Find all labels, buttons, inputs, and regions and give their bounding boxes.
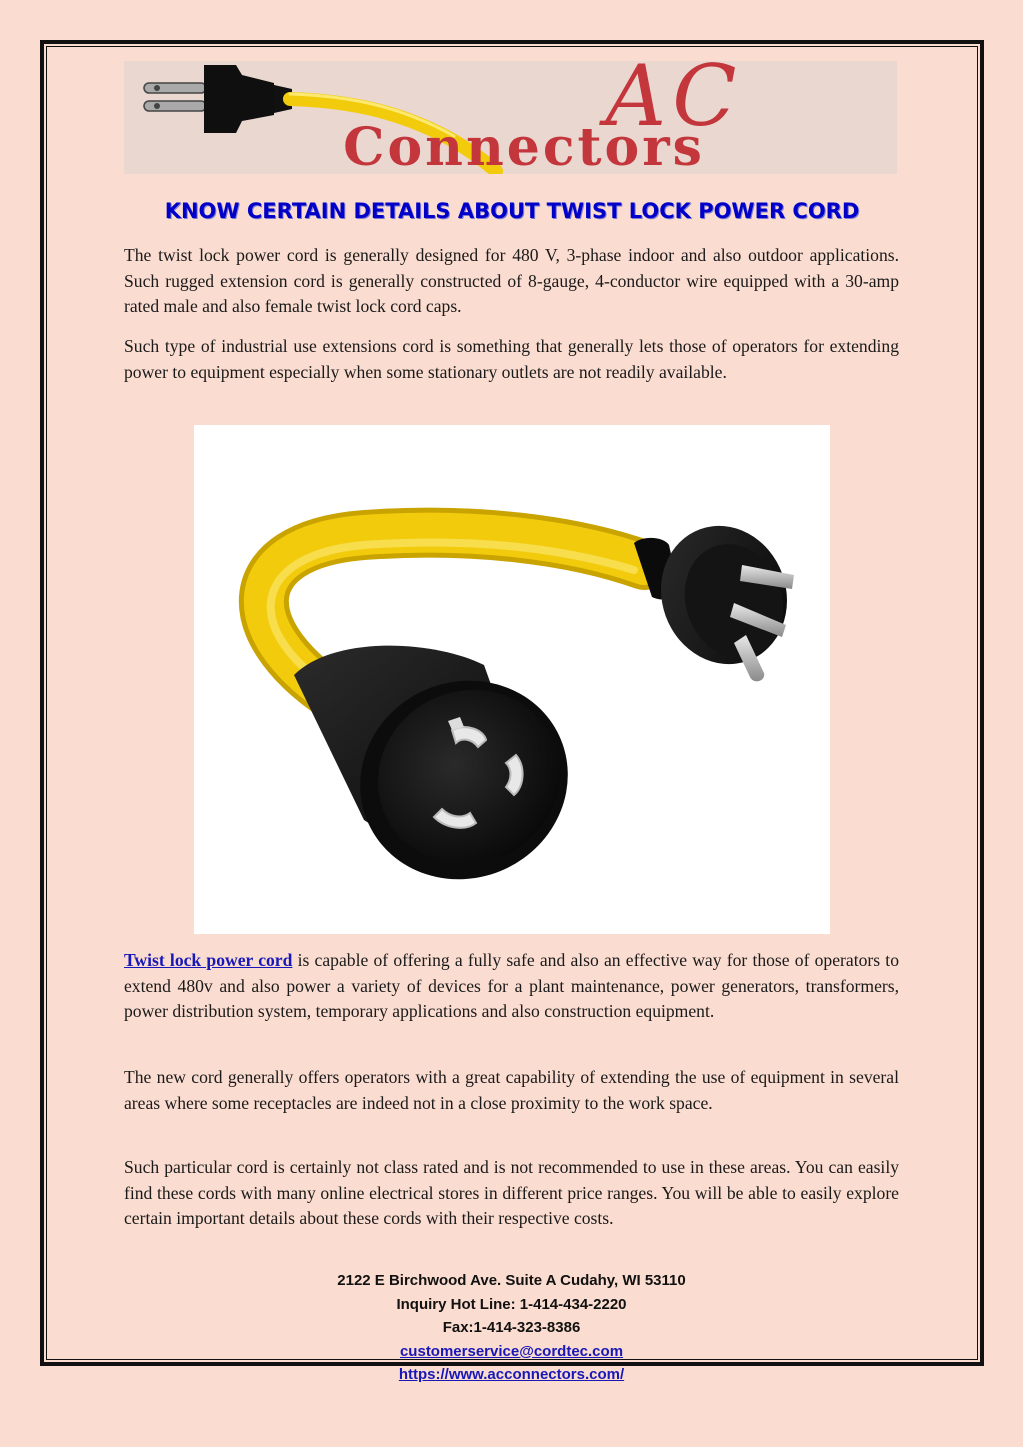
paragraph-4: The new cord generally offers operators with a great capability of extending the use of equipment in several areas where some receptacles are indeed not in a close proximity to the work space.: [124, 1067, 899, 1113]
twist-lock-power-cord-link[interactable]: Twist lock power cord: [124, 950, 293, 970]
footer-hotline: Inquiry Hot Line: 1-414-434-2220: [396, 1295, 627, 1313]
paragraph-5: Such particular cord is certainly not class rated and is not recommended to use in these areas. You can easily find these cords with many online electrical stores in different price ranges. You will be able to easily explore certain important details about these cords with their respective costs.: [124, 1157, 899, 1229]
footer-fax: Fax:1-414-323-8386: [442, 1319, 581, 1336]
paragraph-1: The twist lock power cord is generally designed for 480 V, 3-phase indoor and also outdoor applications. Such rugged extension cord is generally constructed of 8-gauge, 4-conductor wire equipped with a 30-amp rated male and also female twist lock cord caps.: [124, 245, 899, 317]
logo-text-ac: AC: [605, 47, 743, 145]
twist-lock-cord-illustration: [194, 425, 830, 934]
logo-text-connectors: Connectors: [343, 117, 705, 178]
ac-connectors-logo: [124, 47, 897, 178]
paragraph-3-text: is capable of offering a fully safe and also an effective way for those of operators to extend 480v and also power a variety of devices for a plant maintenance, power generators, transformers, power distribution system, temporary applications and also construction equipment.: [124, 950, 899, 1022]
footer-email-link[interactable]: customerservice@cordtec.com: [399, 1342, 624, 1360]
article-heading: KNOW CERTAIN DETAILS ABOUT TWIST LOCK POWER CORD: [164, 199, 860, 223]
footer-website-link[interactable]: https://www.acconnectors.com/: [398, 1366, 625, 1383]
paragraph-2: Such type of industrial use extensions cord is something that generally lets those of operators for extending power to equipment especially when some stationary outlets are not readily available.: [124, 336, 899, 382]
contact-footer: [124, 1269, 899, 1387]
footer-address: 2122 E Birchwood Ave. Suite A Cudahy, WI 53110: [337, 1272, 686, 1289]
paragraph-3: [124, 948, 899, 1025]
twist-lock-cord-photo: [194, 425, 830, 934]
